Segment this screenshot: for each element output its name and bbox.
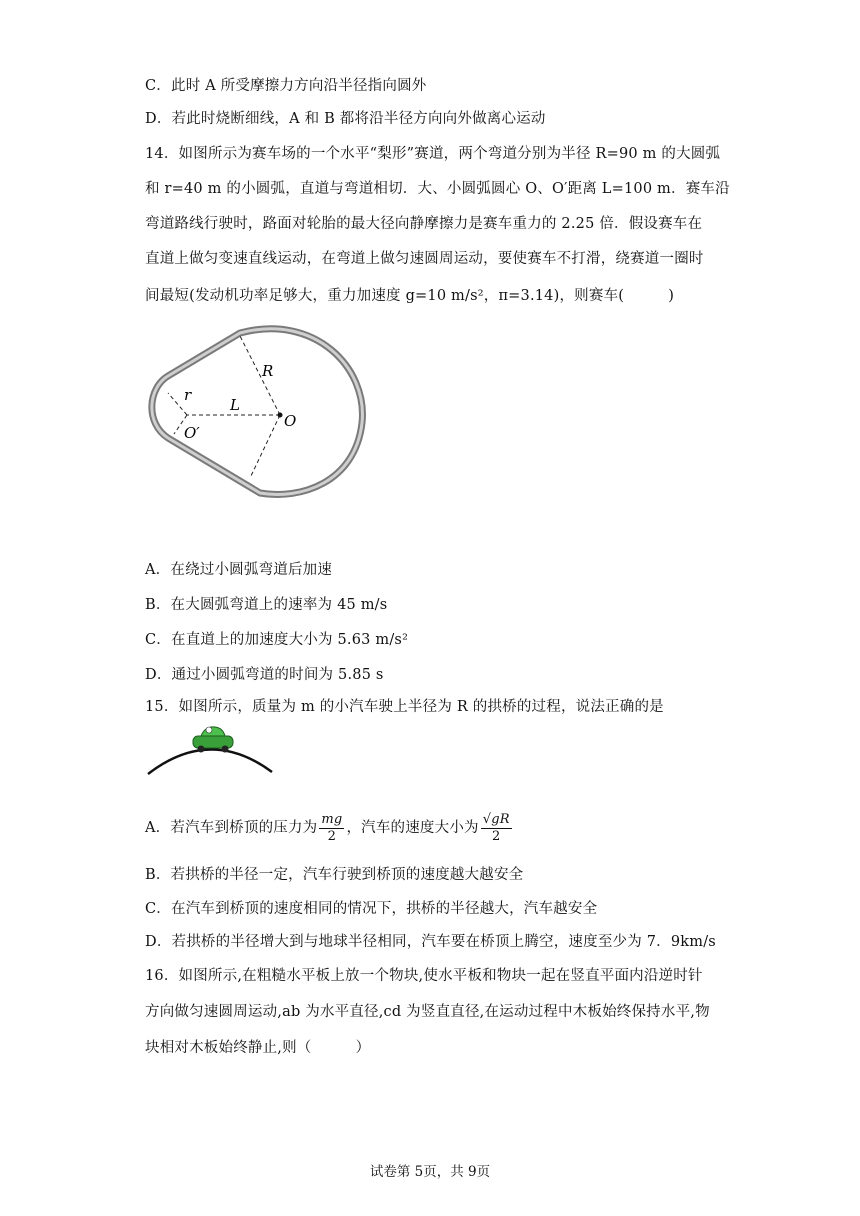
- q13-option-d: D．若此时烧断细线，A 和 B 都将沿半径方向向外做离心运动: [145, 111, 546, 127]
- label-O: O: [284, 412, 297, 430]
- q15-option-c: C．在汽车到桥顶的速度相同的情况下，拱桥的半径越大，汽车越安全: [145, 901, 598, 917]
- q14-option-a: A．在绕过小圆弧弯道后加速: [145, 562, 333, 578]
- q14-stem-line-4: 直道上做匀变速直线运动，在弯道上做匀速圆周运动，要使赛车不打滑，绕赛道一圈时: [145, 251, 704, 267]
- q14-option-c: C．在直道上的加速度大小为 5.63 m/s²: [145, 632, 409, 648]
- q14-option-d: D．通过小圆弧弯道的时间为 5.85 s: [145, 667, 384, 683]
- fraction-mg-over-2: [319, 812, 344, 845]
- label-R: R: [262, 362, 274, 380]
- q14-stem-line-5: 间最短(发动机功率足够大，重力加速度 g=10 m/s²，π=3.14)，则赛车( ): [145, 288, 675, 304]
- label-O-prime: O′: [184, 424, 200, 442]
- q15-option-a: [145, 808, 514, 848]
- frac2-denominator: 2: [492, 828, 501, 844]
- q16-stem-line-3: 块相对木板始终静止,则（ ）: [145, 1040, 371, 1056]
- frac1-numerator: mg: [321, 811, 343, 827]
- arch-bridge-car-diagram: [145, 722, 275, 778]
- fraction-sqrt-gr-over-2: [481, 812, 512, 845]
- center-o-dot: [278, 413, 283, 418]
- q15-option-b: B．若拱桥的半径一定，汽车行驶到桥顶的速度越大越安全: [145, 867, 524, 883]
- q16-stem-line-1: 16．如图所示,在粗糙水平板上放一个物块,使水平板和物块一起在竖直平面内沿逆时针: [145, 968, 703, 984]
- q13-option-c: C．此时 A 所受摩擦力方向沿半径指向圆外: [145, 78, 427, 94]
- frac2-numerator: √gR: [482, 811, 510, 827]
- q14-stem-line-2: 和 r=40 m 的小圆弧，直道与弯道相切．大、小圆弧圆心 O、O′距离 L=100 m．赛车沿: [145, 181, 730, 197]
- pear-track-diagram: [140, 318, 380, 508]
- q15-option-a-middle: ，汽车的速度大小为: [346, 820, 479, 836]
- q15-option-d: D．若拱桥的半径增大到与地球半径相同，汽车要在桥顶上腾空，速度至少为 7．9km/s: [145, 934, 716, 950]
- q14-stem-line-1: 14．如图所示为赛车场的一个水平“梨形”赛道，两个弯道分别为半径 R=90 m 的大圆弧: [145, 146, 721, 162]
- label-L: L: [230, 396, 240, 414]
- q14-option-b: B．在大圆弧弯道上的速率为 45 m/s: [145, 597, 388, 613]
- page-footer: 试卷第 5页，共 9页: [369, 1164, 491, 1180]
- frac1-denominator: 2: [327, 828, 337, 844]
- q16-stem-line-2: 方向做匀速圆周运动,ab 为水平直径,cd 为竖直直径,在运动过程中木板始终保持水平,物: [145, 1004, 710, 1020]
- q15-option-a-prefix: A．若汽车到桥顶的压力为: [145, 820, 318, 836]
- q14-stem-line-3: 弯道路线行驶时，路面对轮胎的最大径向静摩擦力是赛车重力的 2.25 倍．假设赛车在: [145, 216, 703, 232]
- q15-stem: 15．如图所示，质量为 m 的小汽车驶上半径为 R 的拱桥的过程，说法正确的是: [145, 699, 664, 715]
- label-r: r: [184, 386, 192, 404]
